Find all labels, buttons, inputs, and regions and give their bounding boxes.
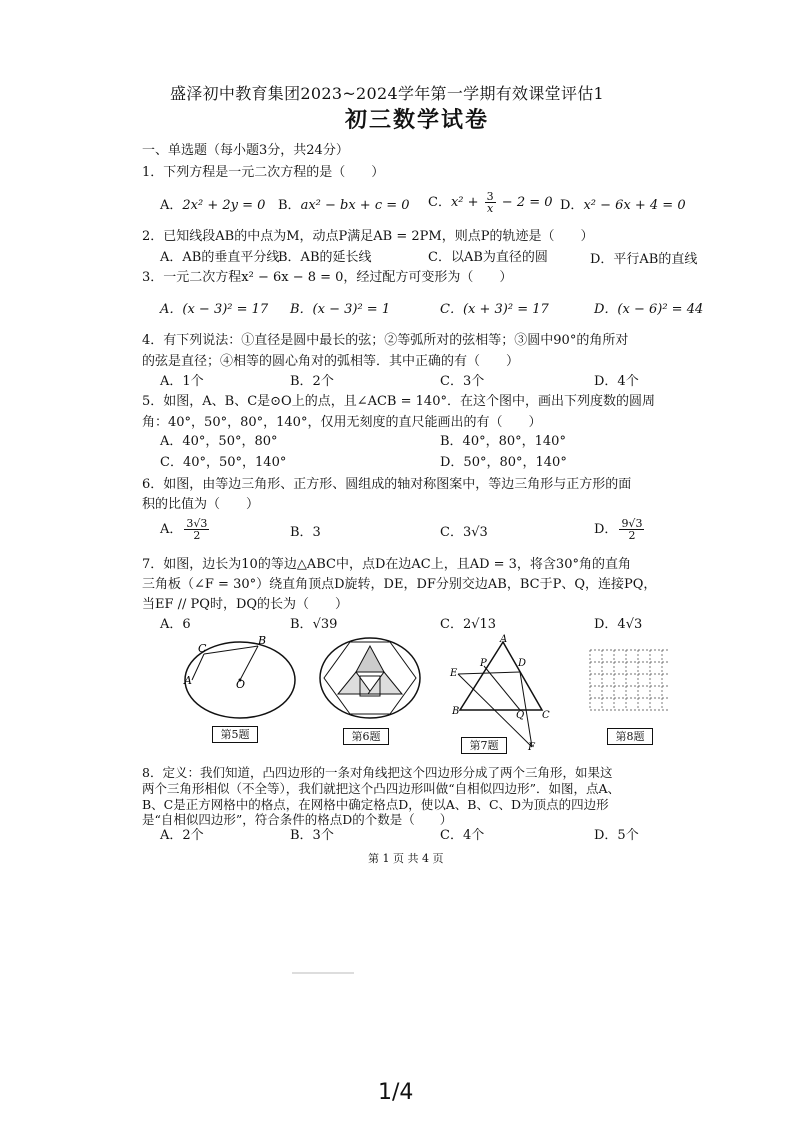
q7-stem-line1: 7．如图，边长为10的等边△ABC中，点D在边AC上，且AD = 3，将含30°角的直角 [142, 557, 631, 572]
q3-stem: 3．一元二次方程x² − 6x − 8 = 0，经过配方可变形为（ ） [142, 270, 513, 285]
q4-option-b: B．2个 [290, 374, 334, 389]
q5-option-d: D．50°，80°，140° [440, 455, 567, 470]
q1-option-d: D．x² − 6x + 4 = 0 [560, 198, 686, 213]
q6-option-b: B．3 [290, 525, 321, 540]
fig7-label-b: B [452, 706, 460, 717]
q1-option-b: B．ax² − bx + c = 0 [278, 198, 410, 213]
q6-option-c: C．3√3 [440, 525, 488, 540]
fig7-diagram [449, 634, 550, 752]
q4-stem-line2: 的弦是直径；④相等的圆心角对的弧相等．其中正确的有（ ） [142, 354, 520, 369]
q3-option-b: B．(x − 3)² = 1 [290, 302, 391, 317]
fig7-label-f: F [528, 742, 535, 752]
q8-line1: 8．定义：我们知道，凸四边形的一条对角线把这个四边形分成了两个三角形，如果这 [142, 765, 613, 780]
fig5-label-b: B [258, 634, 267, 647]
q2-stem: 2．已知线段AB的中点为M，动点P满足AB = 2PM，则点P的轨迹是（ ） [142, 229, 594, 244]
q8-option-a: A．2个 [160, 828, 204, 843]
q5-stem-line2: 角：40°，50°，80°，140°，仅用无刻度的直尺能画出的有（ ） [142, 415, 542, 430]
q4-option-d: D．4个 [594, 374, 639, 389]
fig7-label-p: P [480, 658, 487, 669]
q1-option-a: A．2x² + 2y = 0 [160, 198, 266, 213]
fig5-diagram [183, 634, 295, 718]
fig7-label-d: D [518, 658, 527, 669]
q5-stem-line1: 5．如图，A、B、C是⊙O上的点，且∠ACB = 140°．在这个图中，画出下列度数的圆周 [142, 394, 655, 409]
fig5-label-o: O [236, 678, 246, 691]
q8-option-c: C．4个 [440, 828, 485, 843]
q8-option-b: B．3个 [290, 828, 334, 843]
q8-line2: 两个三角形相似（不全等），我们就把这个凸四边形叫做“自相似四边形”．如图，点A、 [142, 781, 621, 796]
q2-option-a: A．AB的垂直平分线 [160, 250, 280, 265]
school-title: 盛泽初中教育集团2023~2024学年第一学期有效课堂评估1 [170, 84, 605, 103]
exam-title: 初三数学试卷 [345, 107, 490, 133]
q3-option-d: D．(x − 6)² = 44 [594, 302, 704, 317]
q1-stem: 1．下列方程是一元二次方程的是（ ） [142, 165, 385, 180]
q4-option-c: C．3个 [440, 374, 485, 389]
fig7-label-e: E [450, 668, 458, 679]
fig8-caption: 第8题 [607, 728, 653, 745]
q8-option-d: D．5个 [594, 828, 639, 843]
q6-stem-line1: 6．如图，由等边三角形、正方形、圆组成的轴对称图案中，等边三角形与正方形的面 [142, 477, 632, 492]
q2-option-d: D．平行AB的直线 [590, 252, 698, 267]
scan-smudge [292, 972, 354, 974]
fig8-diagram [590, 650, 670, 710]
page-number-text: 第 1 页 共 4 页 [368, 852, 444, 865]
q6-option-d: D． $\frac{9√3}{2}$ [594, 517, 643, 542]
fig5-caption: 第5题 [212, 726, 258, 743]
q8-line4: 是“自相似四边形”，符合条件的格点D的个数是（ ） [142, 812, 453, 827]
page-indicator: 1/4 [378, 1080, 414, 1105]
fig7-caption: 第7题 [461, 737, 507, 754]
fig7-label-c: C [542, 710, 550, 721]
q6-stem-line2: 积的比值为（ ） [142, 497, 260, 512]
q7-option-b: B．√39 [290, 617, 338, 632]
q2-option-c: C．以AB为直径的圆 [428, 250, 548, 265]
fig5-label-c: C [198, 642, 207, 655]
q5-option-a: A．40°，50°，80° [160, 434, 278, 449]
section-title: 一、单选题（每小题3分，共24分） [142, 143, 349, 158]
fig5-label-a: A [184, 674, 192, 687]
fig7-label-a: A [500, 634, 508, 645]
q2-option-b: B．AB的延长线 [278, 250, 372, 265]
q7-option-a: A．6 [160, 617, 191, 632]
q4-stem-line1: 4．有下列说法：①直径是圆中最长的弦；②等弧所对的弦相等；③圆中90°的角所对 [142, 333, 629, 348]
q4-option-a: A．1个 [160, 374, 204, 389]
q5-option-c: C．40°，50°，140° [160, 455, 287, 470]
figures-strip [180, 632, 740, 752]
fig6-diagram [320, 638, 420, 718]
q5-option-b: B．40°，80°，140° [440, 434, 566, 449]
q3-option-c: C．(x + 3)² = 17 [440, 302, 549, 317]
q1-option-c: C．x² + $\frac{3}{x}$ − 2 = 0 [428, 190, 553, 215]
fig6-caption: 第6题 [343, 728, 389, 745]
q3-option-a: A．(x − 3)² = 17 [160, 302, 269, 317]
q7-stem-line2: 三角板（∠F = 30°）绕直角顶点D旋转，DE，DF分别交边AB，BC于P、Q，连接PQ， [142, 577, 657, 592]
q7-option-d: D．4√3 [594, 617, 643, 632]
q6-option-a: A． $\frac{3√3}{2}$ [160, 517, 208, 542]
q7-stem-line3: 当EF // PQ时，DQ的长为（ ） [142, 597, 349, 612]
fig7-label-q: Q [516, 710, 525, 721]
q7-option-c: C．2√13 [440, 617, 497, 632]
q8-line3: B、C是正方网格中的格点，在网格中确定格点D，使以A、B、C、D为顶点的四边形 [142, 797, 609, 812]
